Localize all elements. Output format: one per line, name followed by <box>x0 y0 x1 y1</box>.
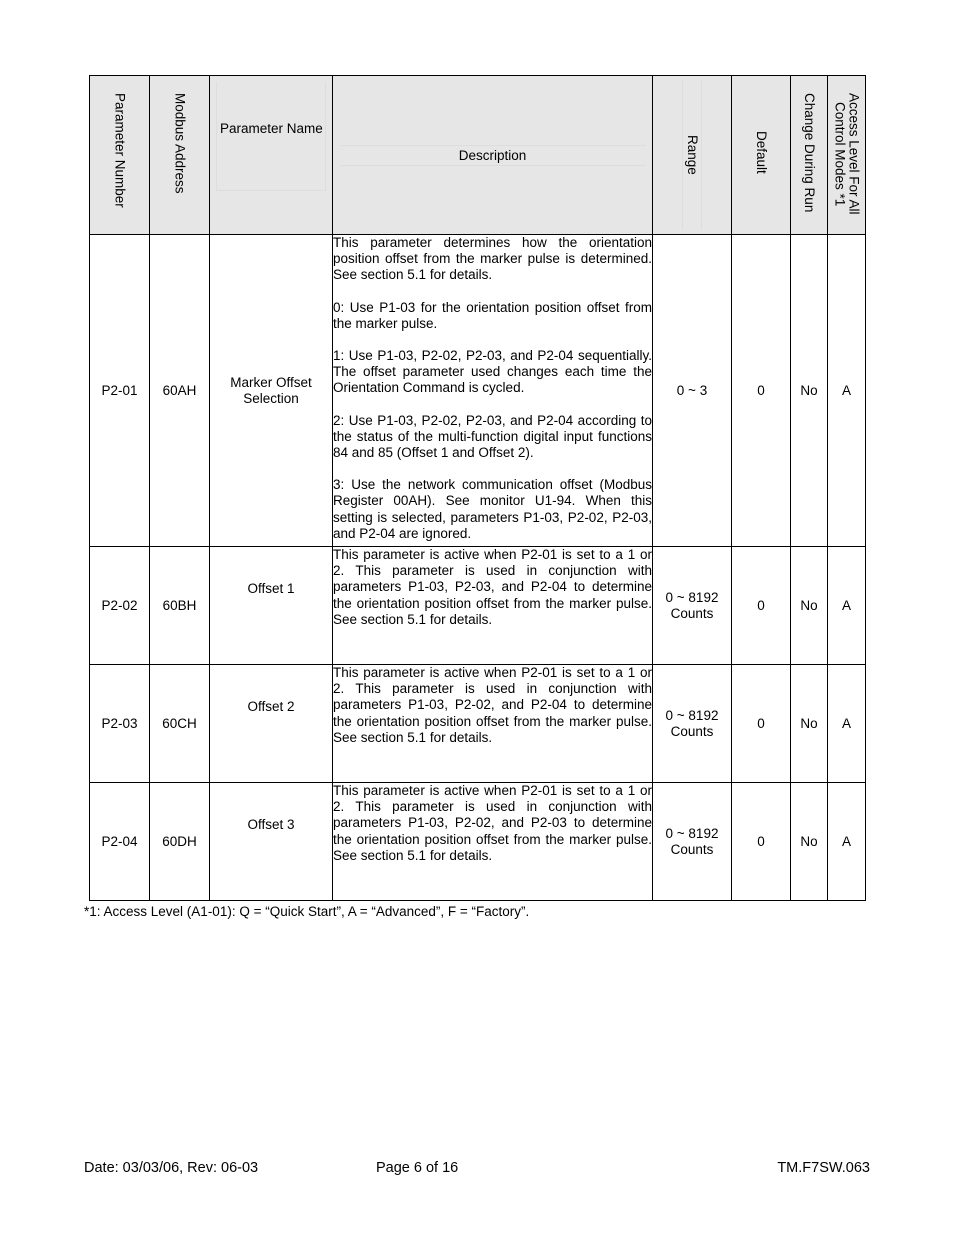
description-paragraph: 1: Use P1-03, P2-02, P2-03, and P2-04 sequentially. The offset parameter used changes each time the Orientation Command is cycled. <box>333 348 652 396</box>
cell-default: 0 <box>732 783 791 901</box>
cell-parameter-number: P2-04 <box>90 783 150 901</box>
cell-default: 0 <box>732 547 791 665</box>
header-label: Change During Run <box>802 93 817 213</box>
header-description <box>333 76 653 235</box>
cell-range: 0 ~ 3 <box>653 235 732 547</box>
cell-description <box>333 547 653 665</box>
cell-range: 0 ~ 8192 Counts <box>653 783 732 901</box>
header-label: Parameter Name <box>220 121 323 136</box>
cell-range: 0 ~ 8192 Counts <box>653 665 732 783</box>
cell-change-during-run: No <box>791 665 828 783</box>
footnote: *1: Access Level (A1-01): Q = “Quick Start”, A = “Advanced”, F = “Factory”. <box>84 904 530 919</box>
cell-modbus-address: 60DH <box>150 783 210 901</box>
header-parameter-number <box>90 76 150 235</box>
table-header-row <box>90 76 866 235</box>
footer-date-rev: Date: 03/03/06, Rev: 06-03 <box>84 1160 259 1176</box>
table-row <box>90 235 866 547</box>
header-access-level <box>828 76 866 235</box>
cell-description <box>333 783 653 901</box>
header-label: Default <box>754 131 769 174</box>
table-body <box>90 235 866 901</box>
description-paragraph: This parameter determines how the orientation position offset from the marker pulse is determined. See section 5.1 for details. <box>333 235 652 283</box>
description-paragraph: 3: Use the network communication offset (Modbus Register 00AH). See monitor U1-94. When this setting is selected, parameters P1-03, P2-02, P2-03, and P2-04 are ignored. <box>333 477 652 541</box>
parameter-table <box>89 75 866 901</box>
header-default <box>732 76 791 235</box>
cell-description <box>333 665 653 783</box>
cell-access-level: A <box>828 547 866 665</box>
cell-parameter-name: Offset 3 <box>210 783 333 901</box>
table-row <box>90 783 866 901</box>
footer-page-number: Page 6 of 16 <box>376 1160 459 1176</box>
cell-parameter-name: Offset 2 <box>210 665 333 783</box>
footer-doc-id: TM.F7SW.063 <box>777 1160 870 1176</box>
cell-change-during-run: No <box>791 783 828 901</box>
description-paragraph: 0: Use P1-03 for the orientation position offset from the marker pulse. <box>333 299 652 331</box>
cell-modbus-address: 60AH <box>150 235 210 547</box>
cell-description <box>333 235 653 547</box>
table-row <box>90 547 866 665</box>
cell-parameter-number: P2-01 <box>90 235 150 547</box>
cell-modbus-address: 60BH <box>150 547 210 665</box>
header-modbus-address <box>150 76 210 235</box>
cell-access-level: A <box>828 665 866 783</box>
cell-access-level: A <box>828 783 866 901</box>
header-label: Access Level For All Control Modes *1 <box>832 93 862 215</box>
header-label: Range <box>685 135 700 175</box>
description-paragraph: This parameter is active when P2-01 is set to a 1 or 2. This parameter is used in conjunction with parameters P1-03, P2-03, and P2-04 to determine the orientation position offset from the marker pulse. See section 5.1 for details. <box>333 547 652 627</box>
header-label: Description <box>340 145 646 166</box>
cell-default: 0 <box>732 235 791 547</box>
description-paragraph: This parameter is active when P2-01 is set to a 1 or 2. This parameter is used in conjunction with parameters P1-03, P2-02, and P2-04 to determine the orientation position offset from the marker pulse. See section 5.1 for details. <box>333 665 652 745</box>
cell-modbus-address: 60CH <box>150 665 210 783</box>
header-change-during-run <box>791 76 828 235</box>
cell-parameter-number: P2-02 <box>90 547 150 665</box>
cell-default: 0 <box>732 665 791 783</box>
description-paragraph: 2: Use P1-03, P2-02, P2-03, and P2-04 according to the status of the multi-function digital input functions 84 and 85 (Offset 1 and Offset 2). <box>333 412 652 461</box>
cell-parameter-name: Marker Offset Selection <box>210 235 333 547</box>
cell-range: 0 ~ 8192 Counts <box>653 547 732 665</box>
cell-parameter-number: P2-03 <box>90 665 150 783</box>
cell-change-during-run: No <box>791 235 828 547</box>
cell-change-during-run: No <box>791 547 828 665</box>
description-paragraph: This parameter is active when P2-01 is set to a 1 or 2. This parameter is used in conjunction with parameters P1-03, P2-02, and P2-03 to determine the orientation position offset from the marker pulse. See section 5.1 for details. <box>333 783 652 863</box>
cell-access-level: A <box>828 235 866 547</box>
table-row <box>90 665 866 783</box>
header-label: Parameter Number <box>112 93 128 208</box>
header-parameter-name <box>210 76 333 235</box>
header-label: Modbus Address <box>172 93 188 194</box>
cell-parameter-name: Offset 1 <box>210 547 333 665</box>
header-range <box>653 76 732 235</box>
